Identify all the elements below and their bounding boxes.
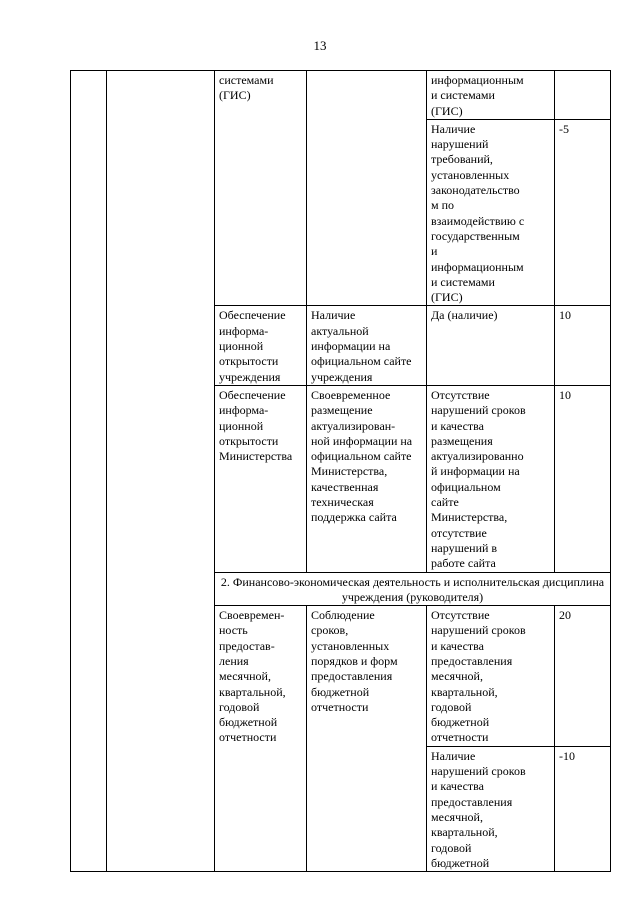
section-heading: 2. Финансово-экономическая деятельность и исполнительская дисциплина учреждения (руководителя) [215, 572, 611, 606]
score-cell: 10 [555, 385, 611, 572]
condition-cell: информационным и системами (ГИС) [427, 71, 555, 120]
table-row [71, 71, 611, 120]
indicator-cell: Своевременное размещение актуализирован- ной информации на официальном сайте Министерства, качественная техническая поддержка сайта [307, 385, 427, 572]
criterion-cell: Обеспечение информа- ционной открытости Министерства [215, 385, 307, 572]
condition-cell: Наличие нарушений сроков и качества предоставления месячной, квартальной, годовой бюджетной [427, 746, 555, 871]
criterion-cell: системами (ГИС) [215, 71, 307, 306]
condition-cell: Отсутствие нарушений сроков и качества предоставления месячной, квартальной, годовой бюджетной отчетности [427, 606, 555, 747]
criteria-table [70, 70, 611, 872]
score-cell: 20 [555, 606, 611, 747]
score-cell: 10 [555, 306, 611, 385]
number-column-cell [71, 71, 107, 872]
indicator-cell: Соблюдение сроков, установленных порядков и форм предоставления бюджетной отчетности [307, 606, 427, 872]
criterion-cell: Обеспечение информа- ционной открытости учреждения [215, 306, 307, 385]
score-cell: -10 [555, 746, 611, 871]
indicator-cell: Наличие актуальной информации на официальном сайте учреждения [307, 306, 427, 385]
category-column-cell [107, 71, 215, 872]
score-cell [555, 71, 611, 120]
score-cell: -5 [555, 119, 611, 306]
condition-cell: Наличие нарушений требований, установленных законодательство м по взаимодействию с государственным и информационным и системами (ГИС) [427, 119, 555, 306]
indicator-cell [307, 71, 427, 306]
condition-cell: Отсутствие нарушений сроков и качества размещения актуализированно й информации на официальном сайте Министерства, отсутствие нарушений в работе сайта [427, 385, 555, 572]
criterion-cell: Своевремен- ность предостав- ления месячной, квартальной, годовой бюджетной отчетности [215, 606, 307, 872]
page-number: 13 [313, 38, 327, 53]
condition-cell: Да (наличие) [427, 306, 555, 385]
